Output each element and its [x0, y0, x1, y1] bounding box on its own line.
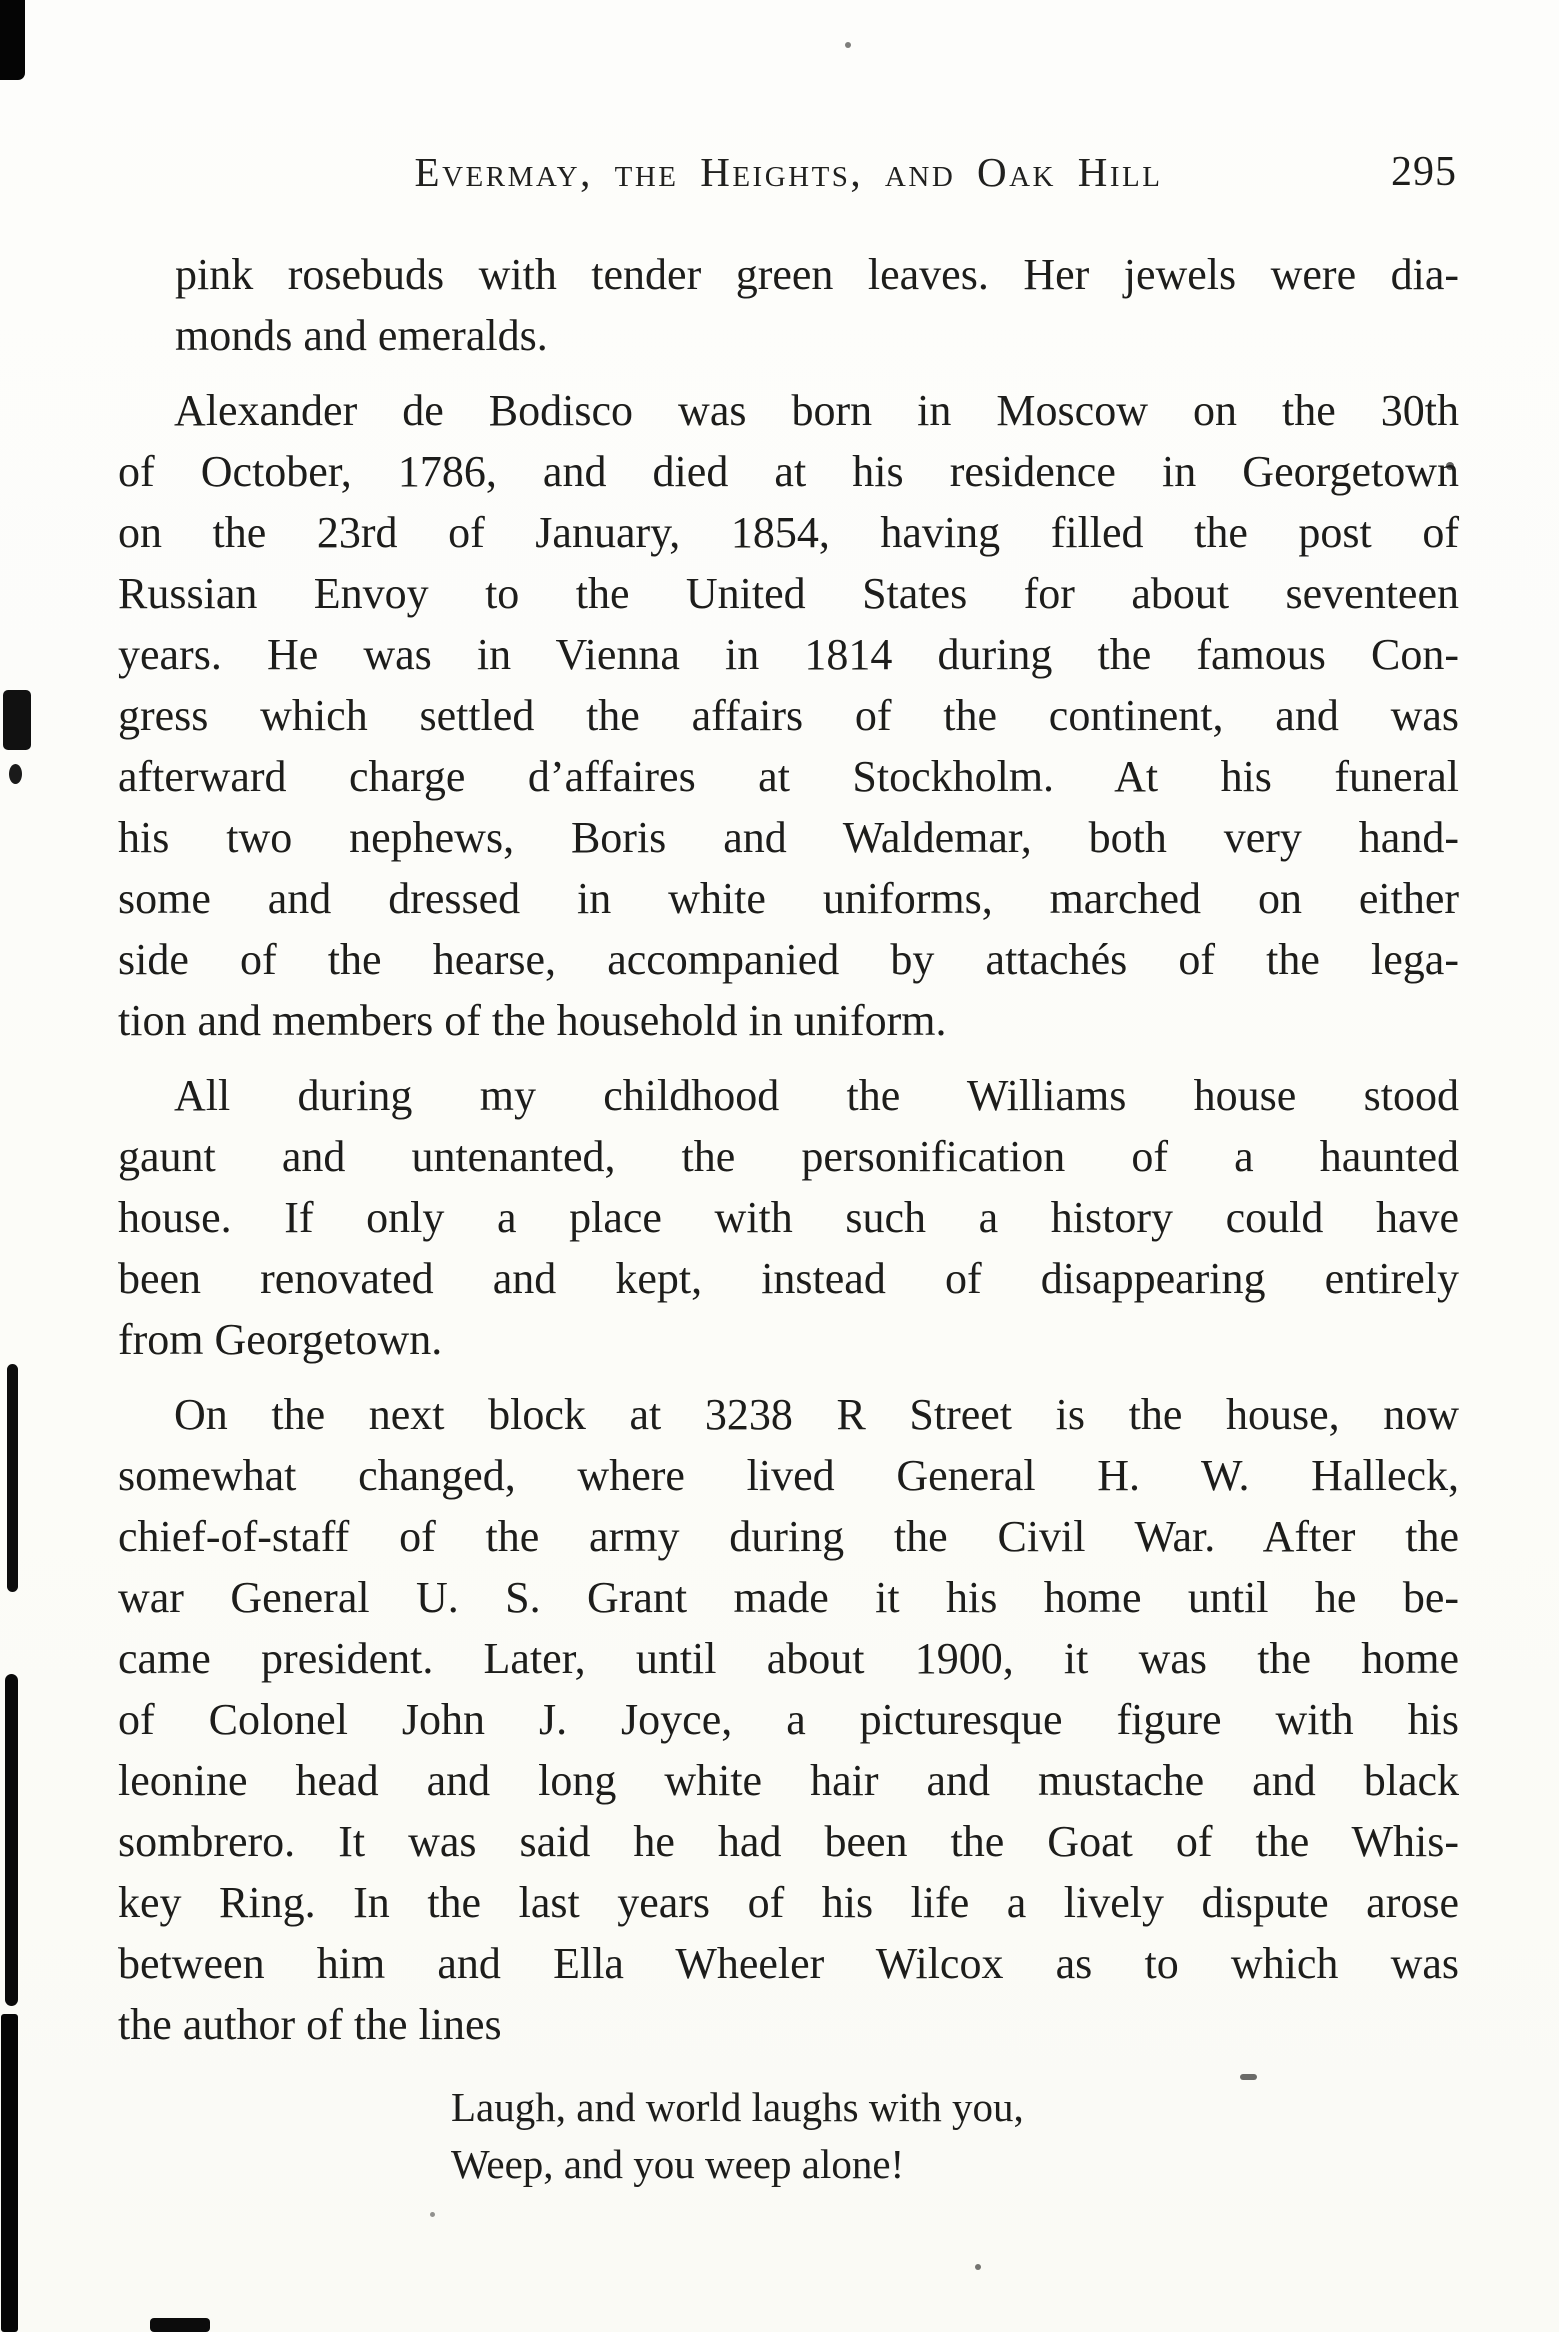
text-line: tion and members of the household in uniform. — [118, 996, 947, 1045]
running-head — [118, 148, 1459, 200]
text-line: Weep, and you weep alone! — [451, 2141, 905, 2187]
text-line: the author of the lines — [118, 2000, 502, 2049]
paragraph-continuation-rosebuds — [175, 244, 1459, 366]
text-block — [118, 148, 1459, 2193]
text-line: All during my childhood the Williams house stood — [174, 1071, 1459, 1120]
text-line: somewhat changed, where lived General H. W. Halleck, — [118, 1451, 1459, 1500]
scan-streak-left-middle — [5, 1674, 18, 2006]
page-number: 295 — [1391, 149, 1457, 195]
text-line: gress which settled the affairs of the continent, and was — [118, 691, 1459, 740]
text-line: of Colonel John J. Joyce, a picturesque figure with his — [118, 1695, 1459, 1744]
text-line: between him and Ella Wheeler Wilcox as to which was — [118, 1939, 1459, 1988]
text-line: leonine head and long white hair and mustache and black — [118, 1756, 1459, 1805]
ink-blot-tail — [9, 764, 22, 784]
text-line: from Georgetown. — [118, 1315, 443, 1364]
paragraph-halleck-joyce — [118, 1384, 1459, 2055]
scan-speck — [845, 42, 851, 48]
text-line: sombrero. It was said he had been the Goat of the Whis- — [118, 1817, 1459, 1866]
text-line: gaunt and untenanted, the personification of a haunted — [118, 1132, 1459, 1181]
ink-blot-left-margin — [3, 690, 31, 750]
text-line: side of the hearse, accompanied by attachés of the lega- — [118, 935, 1459, 984]
text-line: on the 23rd of January, 1854, having filled the post of — [118, 508, 1459, 557]
text-line: Laugh, and world laughs with you, — [451, 2084, 1024, 2130]
text-line: came president. Later, until about 1900, it was the home — [118, 1634, 1459, 1683]
text-line: afterward charge d’affaires at Stockholm. At his funeral — [118, 752, 1459, 801]
scan-streak-left-bottom — [1, 2014, 18, 2332]
scan-streak-left-upper — [7, 1364, 18, 1592]
text-line: years. He was in Vienna in 1814 during the famous Con- — [118, 630, 1459, 679]
paragraph-williams-house — [118, 1065, 1459, 1370]
text-line: Russian Envoy to the United States for about seventeen — [118, 569, 1459, 618]
running-head-title: Evermay, the Heights, and Oak Hill — [414, 149, 1163, 195]
text-line: Alexander de Bodisco was born in Moscow on the 30th — [174, 386, 1459, 435]
text-line: chief-of-staff of the army during the Civil War. After the — [118, 1512, 1459, 1561]
text-line: house. If only a place with such a history could have — [118, 1193, 1459, 1242]
text-line: his two nephews, Boris and Waldemar, both very hand- — [118, 813, 1459, 862]
text-line: war General U. S. Grant made it his home until he be- — [118, 1573, 1459, 1622]
text-line: On the next block at 3238 R Street is the house, now — [174, 1390, 1459, 1439]
scan-speck — [430, 2212, 435, 2217]
paragraph-bodisco — [118, 380, 1459, 1051]
scan-speck — [975, 2264, 981, 2270]
ink-mark-bottom — [150, 2318, 210, 2332]
text-line: of October, 1786, and died at his residence in Georgetown — [118, 447, 1459, 496]
text-line: key Ring. In the last years of his life a lively dispute arose — [118, 1878, 1459, 1927]
text-line: been renovated and kept, instead of disappearing entirely — [118, 1254, 1459, 1303]
ink-mark-top-left-corner — [0, 0, 25, 80]
verse-quote — [451, 2079, 1459, 2193]
text-line: some and dressed in white uniforms, marched on either — [118, 874, 1459, 923]
text-line: monds and emeralds. — [175, 311, 548, 360]
text-line: pink rosebuds with tender green leaves. Her jewels were dia- — [175, 250, 1459, 299]
